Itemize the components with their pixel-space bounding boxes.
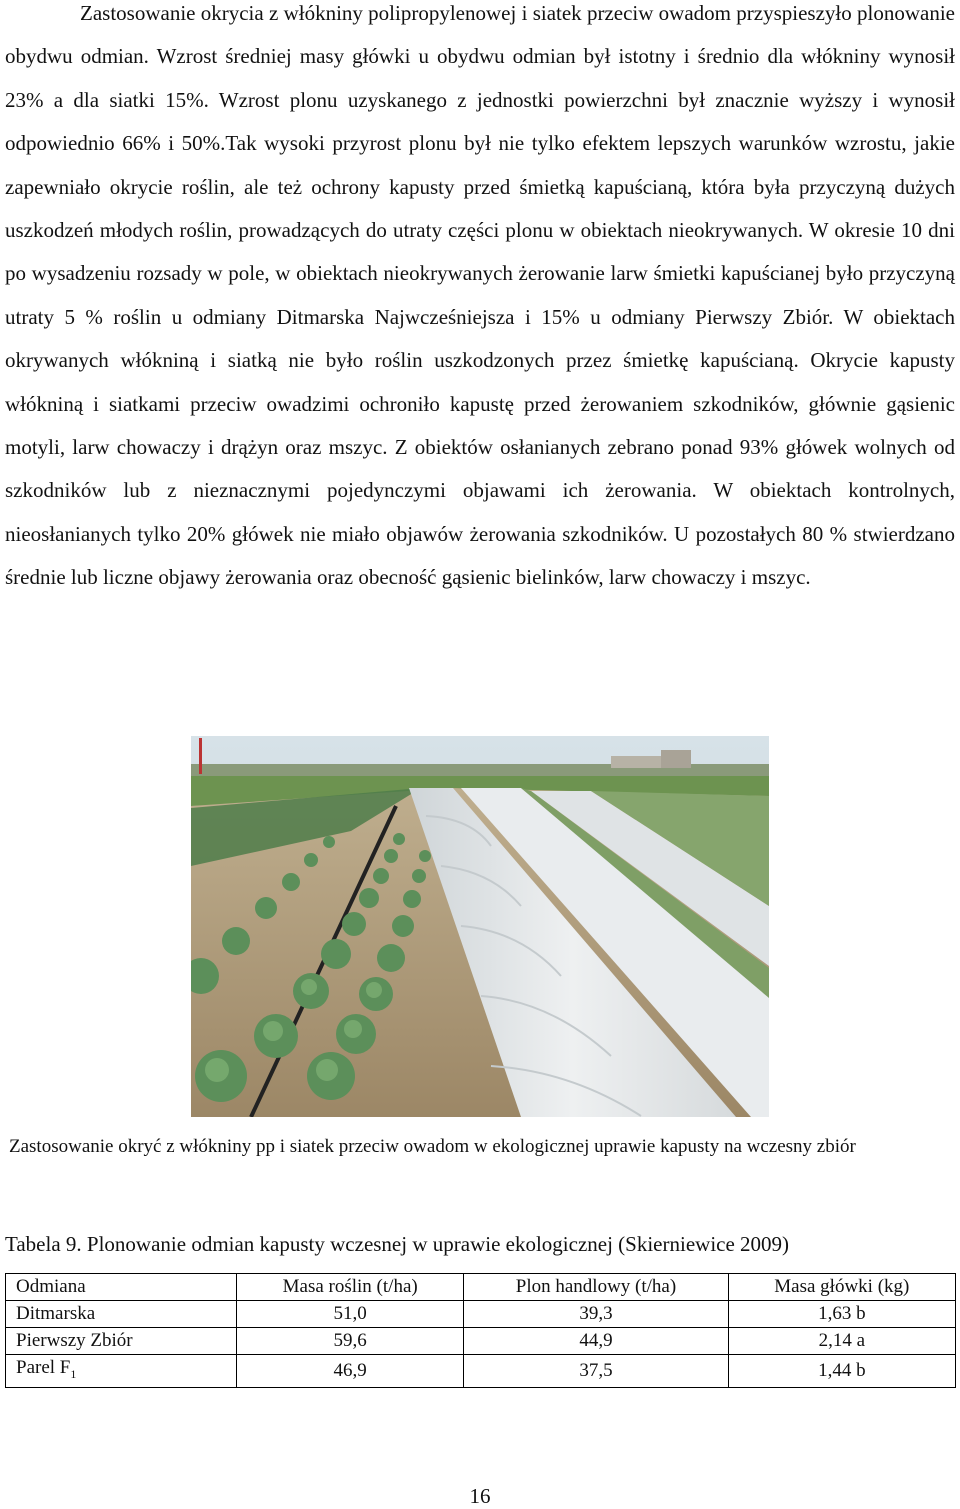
row-name: Ditmarska <box>6 1301 237 1328</box>
header-odmiana: Odmiana <box>6 1274 237 1301</box>
header-plon-handlowy: Plon handlowy (t/ha) <box>464 1274 728 1301</box>
table-row <box>6 1328 956 1355</box>
header-masa-roslin: Masa roślin (t/ha) <box>237 1274 464 1301</box>
cell-plon-handlowy: 39,3 <box>464 1301 728 1328</box>
cell-masa-roslin: 59,6 <box>237 1328 464 1355</box>
photo-caption: Zastosowanie okryć z włókniny pp i siatek przeciw owadom w ekologicznej uprawie kapusty na wczesny zbiór <box>9 1136 856 1157</box>
row-name: Parel $F_1$ <box>6 1355 237 1388</box>
row-name: Pierwszy Zbiór <box>6 1328 237 1355</box>
table-row <box>6 1355 956 1388</box>
header-masa-glowki: Masa główki (kg) <box>728 1274 955 1301</box>
yield-table <box>5 1273 956 1388</box>
cell-masa-glowki: 1,63 b <box>728 1301 955 1328</box>
cell-masa-glowki: 2,14 a <box>728 1328 955 1355</box>
page-number: 16 <box>469 1484 491 1508</box>
table-header-row <box>6 1274 956 1301</box>
cell-plon-handlowy: 37,5 <box>464 1355 728 1388</box>
table-title: Tabela 9. Plonowanie odmian kapusty wczesnej w uprawie ekologicznej (Skierniewice 2009) <box>5 1232 790 1256</box>
row-name-subscript: 1 <box>70 1366 77 1381</box>
cell-plon-handlowy: 44,9 <box>464 1328 728 1355</box>
body-paragraph: Zastosowanie okrycia z włókniny polipropylenowej i siatek przeciw owadom przyspieszyło plonowanie obydwu odmian. Wzrost średniej masy główki u obydwu odmian był istotny i średnio dla włókniny wynosił 23% a dla siatki 15%. Wzrost plonu uzyskanego z jednostki powierzchni był znacznie wyższy i wynosił odpowiednio 66% i 50%.Tak wysoki przyrost plonu był nie tylko efektem lepszych warunków wzrostu, jakie zapewniało okrycie roślin, ale też ochrony kapusty przed śmietką kapuścianą, która była przyczyną dużych uszkodzeń młodych roślin, prowadzących do utraty części plonu w obiektach nieokrywanych. W okresie 10 dni po wysadzeniu rozsady w pole, w obiektach nieokrywanych żerowanie larw śmietki kapuścianej było przyczyną utraty 5 % roślin u odmiany Ditmarska Najwcześniejsza i 15% u odmiany Pierwszy Zbiór. W obiektach okrywanych włókniną i siatką nie było roślin uszkodzonych przez śmietkę kapuścianą. Okrycie kapusty włókniną i siatkami przeciw owadzimi ochroniło kapustę przed żerowaniem szkodników, głównie gąsienic motyli, larw chowaczy i drążyn oraz mszyc. Z obiektów osłanianych zebrano ponad 93% główek wolnych od szkodników lub z nieznacznymi pojedynczymi objawami ich żerowania. W obiektach kontrolnych, nieosłanianych tylko 20% główek nie miało objawów żerowania szkodników. U pozostałych 80 % stwierdzano średnie lub liczne objawy żerowania oraz obecność gąsienic bielinków, larw chowaczy i mszyc. <box>5 1 955 590</box>
cell-masa-glowki: 1,44 b <box>728 1355 955 1388</box>
cell-masa-roslin: 46,9 <box>237 1355 464 1388</box>
cell-masa-roslin: 51,0 <box>237 1301 464 1328</box>
table-row <box>6 1301 956 1328</box>
cabbage-field-photo <box>191 736 769 1117</box>
